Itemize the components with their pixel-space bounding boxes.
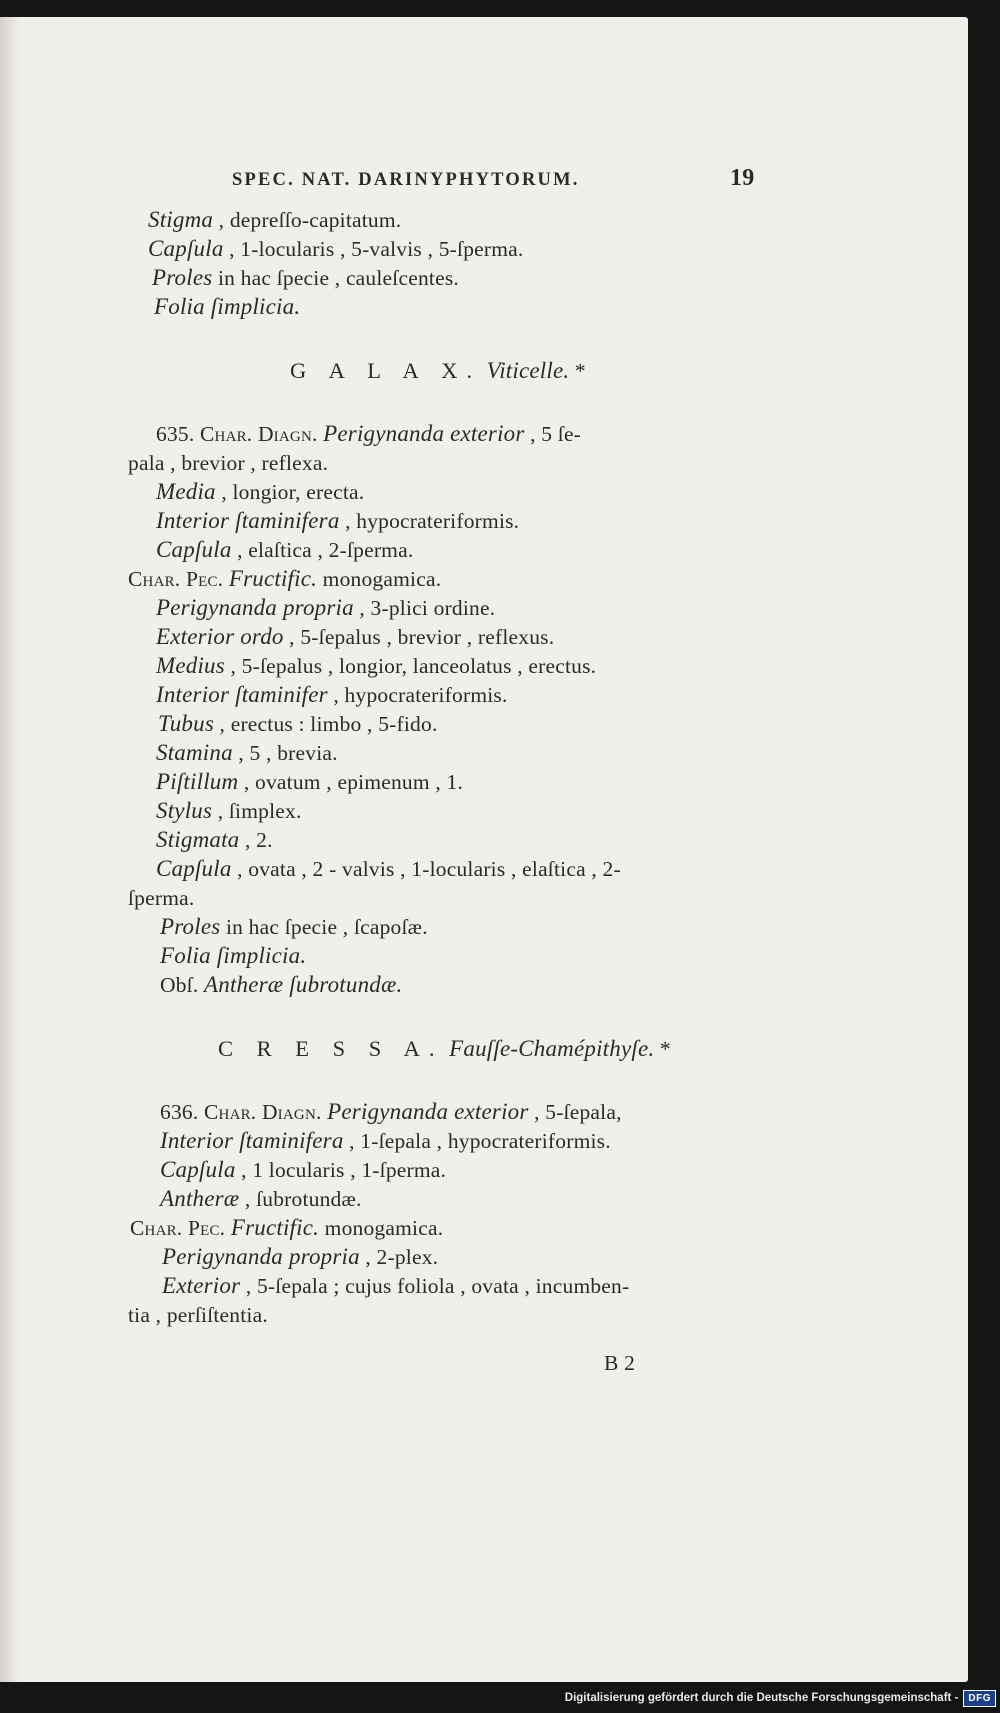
italic-term: Perigynanda exterior <box>323 421 525 446</box>
italic-term: Proles <box>160 914 221 939</box>
roman-text: , longior, erecta. <box>215 480 365 504</box>
text-line-l11 <box>156 594 495 622</box>
text-line-g2 <box>218 1035 671 1063</box>
text-line-l3 <box>152 264 459 292</box>
italic-term: Fauſſe-Chamépithyſe. <box>449 1036 655 1061</box>
text-line-l15 <box>158 710 438 738</box>
italic-term: Interior ſtaminifera <box>156 508 340 533</box>
italic-term: Exterior ordo <box>156 624 284 649</box>
italic-term: Capſula <box>156 537 232 562</box>
italic-term: Stigma <box>148 207 214 232</box>
italic-term: Tubus <box>158 711 214 736</box>
roman-text: , 5-ſepalus , brevior , reflexus. <box>283 625 555 649</box>
italic-term: Interior ſtaminifer <box>156 682 328 707</box>
text-line-l21 <box>128 884 194 912</box>
italic-term: Exterior <box>162 1273 241 1298</box>
roman-text: , 2. <box>239 828 273 852</box>
footer-text: Digitalisierung gefördert durch die Deutsche Forschungsgemeinschaft - <box>564 1692 959 1704</box>
italic-term: Perigynanda exterior <box>327 1099 529 1124</box>
text-line-l16 <box>156 739 338 767</box>
roman-text: 636. <box>160 1100 204 1124</box>
roman-text: , ſimplex. <box>212 799 302 823</box>
dfg-logo-icon: DFG <box>963 1690 996 1707</box>
text-line-l9 <box>156 536 413 564</box>
signature-mark: B 2 <box>604 1351 636 1375</box>
text-line-l27 <box>160 1156 446 1184</box>
italic-term: Capſula <box>156 856 232 881</box>
text-line-l24 <box>160 971 402 999</box>
roman-text: , depreſſo-capitatum. <box>213 208 402 232</box>
roman-text: , 5-ſepalus , longior, lanceolatus , erectus. <box>224 654 597 678</box>
roman-text: ſperma. <box>128 886 195 910</box>
roman-text: , hypocrateriformis. <box>339 509 520 533</box>
text-line-l13 <box>156 652 596 680</box>
italic-term: Antheræ ſubrotundæ. <box>204 972 403 997</box>
roman-text: , 3-plici ordine. <box>353 596 496 620</box>
roman-text: monogamica. <box>317 567 442 591</box>
book-page <box>0 17 968 1682</box>
roman-text: , erectus : limbo , 5-fido. <box>213 712 438 736</box>
text-line-l6 <box>128 449 328 477</box>
italic-term: Fructific. <box>230 1215 320 1240</box>
text-line-g1 <box>290 357 586 385</box>
text-line-l5 <box>156 420 581 448</box>
roman-text: , 5-ſepala, <box>528 1100 622 1124</box>
genus-heading: G A L A X. <box>290 358 482 383</box>
small-caps-label: Char. Diagn. <box>200 422 318 446</box>
text-line-l17 <box>156 768 463 796</box>
italic-term: Folia ſimplicia. <box>160 943 307 968</box>
text-line-l2 <box>148 235 524 263</box>
page-number: 19 <box>730 165 755 191</box>
roman-text: , elaſtica , 2-ſperma. <box>231 538 414 562</box>
roman-text: monogamica. <box>319 1216 444 1240</box>
footer-bar <box>565 1687 996 1709</box>
roman-text: , hypocrateriformis. <box>327 683 508 707</box>
roman-text: , 1-locularis , 5-valvis , 5-ſperma. <box>223 237 524 261</box>
text-line-l12 <box>156 623 554 651</box>
roman-text: pala , brevior , reflexa. <box>128 451 329 475</box>
text-line-l4 <box>154 293 300 321</box>
text-line-l32 <box>128 1301 268 1329</box>
roman-text: in hac ſpecie , cauleſcentes. <box>212 266 459 290</box>
genus-heading: C R E S S A. <box>218 1036 444 1061</box>
text-line-l1 <box>148 206 401 234</box>
roman-text: , 2-plex. <box>359 1245 439 1269</box>
italic-term: Perigynanda propria <box>162 1244 360 1269</box>
roman-text: * <box>654 1037 671 1061</box>
roman-text: 635. <box>156 422 200 446</box>
text-line-l20 <box>156 855 621 883</box>
roman-text: Obſ. <box>160 973 204 997</box>
roman-text: , 5 , brevia. <box>232 741 338 765</box>
italic-term: Antheræ <box>160 1186 240 1211</box>
text-line-l18 <box>156 797 302 825</box>
roman-text: , 1 locularis , 1-ſperma. <box>235 1158 447 1182</box>
italic-term: Stamina <box>156 740 233 765</box>
italic-term: Piſtillum <box>156 769 239 794</box>
text-line-l28 <box>160 1185 362 1213</box>
italic-term: Perigynanda propria <box>156 595 354 620</box>
roman-text: in hac ſpecie , ſcapoſæ. <box>220 915 428 939</box>
running-header: SPEC. NAT. DARINYPHYTORUM. <box>232 170 580 190</box>
italic-term: Viticelle. <box>486 358 570 383</box>
italic-term: Capſula <box>148 236 224 261</box>
italic-term: Media <box>156 479 216 504</box>
text-line-l29 <box>130 1214 443 1242</box>
roman-text: , 5 ſe- <box>524 422 582 446</box>
text-line-l8 <box>156 507 519 535</box>
roman-text: , ovata , 2 - valvis , 1-locularis , elaſtica , 2- <box>231 857 621 881</box>
text-line-l19 <box>156 826 273 854</box>
roman-text: , ovatum , epimenum , 1. <box>238 770 464 794</box>
roman-text: , 1-ſepala , hypocrateriformis. <box>343 1129 611 1153</box>
italic-term: Interior ſtaminifera <box>160 1128 344 1153</box>
italic-term: Folia ſimplicia. <box>154 294 301 319</box>
roman-text: tia , perſiſtentia. <box>128 1303 268 1327</box>
text-line-l7 <box>156 478 364 506</box>
roman-text: , 5-ſepala ; cujus foliola , ovata , incumben- <box>240 1274 630 1298</box>
small-caps-label: Char. Pec. <box>130 1216 226 1240</box>
italic-term: Capſula <box>160 1157 236 1182</box>
italic-term: Proles <box>152 265 213 290</box>
text-line-l31 <box>162 1272 629 1300</box>
text-line-l30 <box>162 1243 438 1271</box>
italic-term: Stigmata <box>156 827 240 852</box>
small-caps-label: Char. Pec. <box>128 567 224 591</box>
roman-text: * <box>569 359 586 383</box>
small-caps-label: Char. Diagn. <box>204 1100 322 1124</box>
italic-term: Medius <box>156 653 225 678</box>
text-line-l25 <box>160 1098 622 1126</box>
text-line-l23 <box>160 942 306 970</box>
italic-term: Stylus <box>156 798 213 823</box>
roman-text: , ſubrotundæ. <box>239 1187 362 1211</box>
text-line-l14 <box>156 681 508 709</box>
italic-term: Fructific. <box>228 566 318 591</box>
text-line-l26 <box>160 1127 611 1155</box>
text-line-l10 <box>128 565 441 593</box>
text-line-l22 <box>160 913 428 941</box>
